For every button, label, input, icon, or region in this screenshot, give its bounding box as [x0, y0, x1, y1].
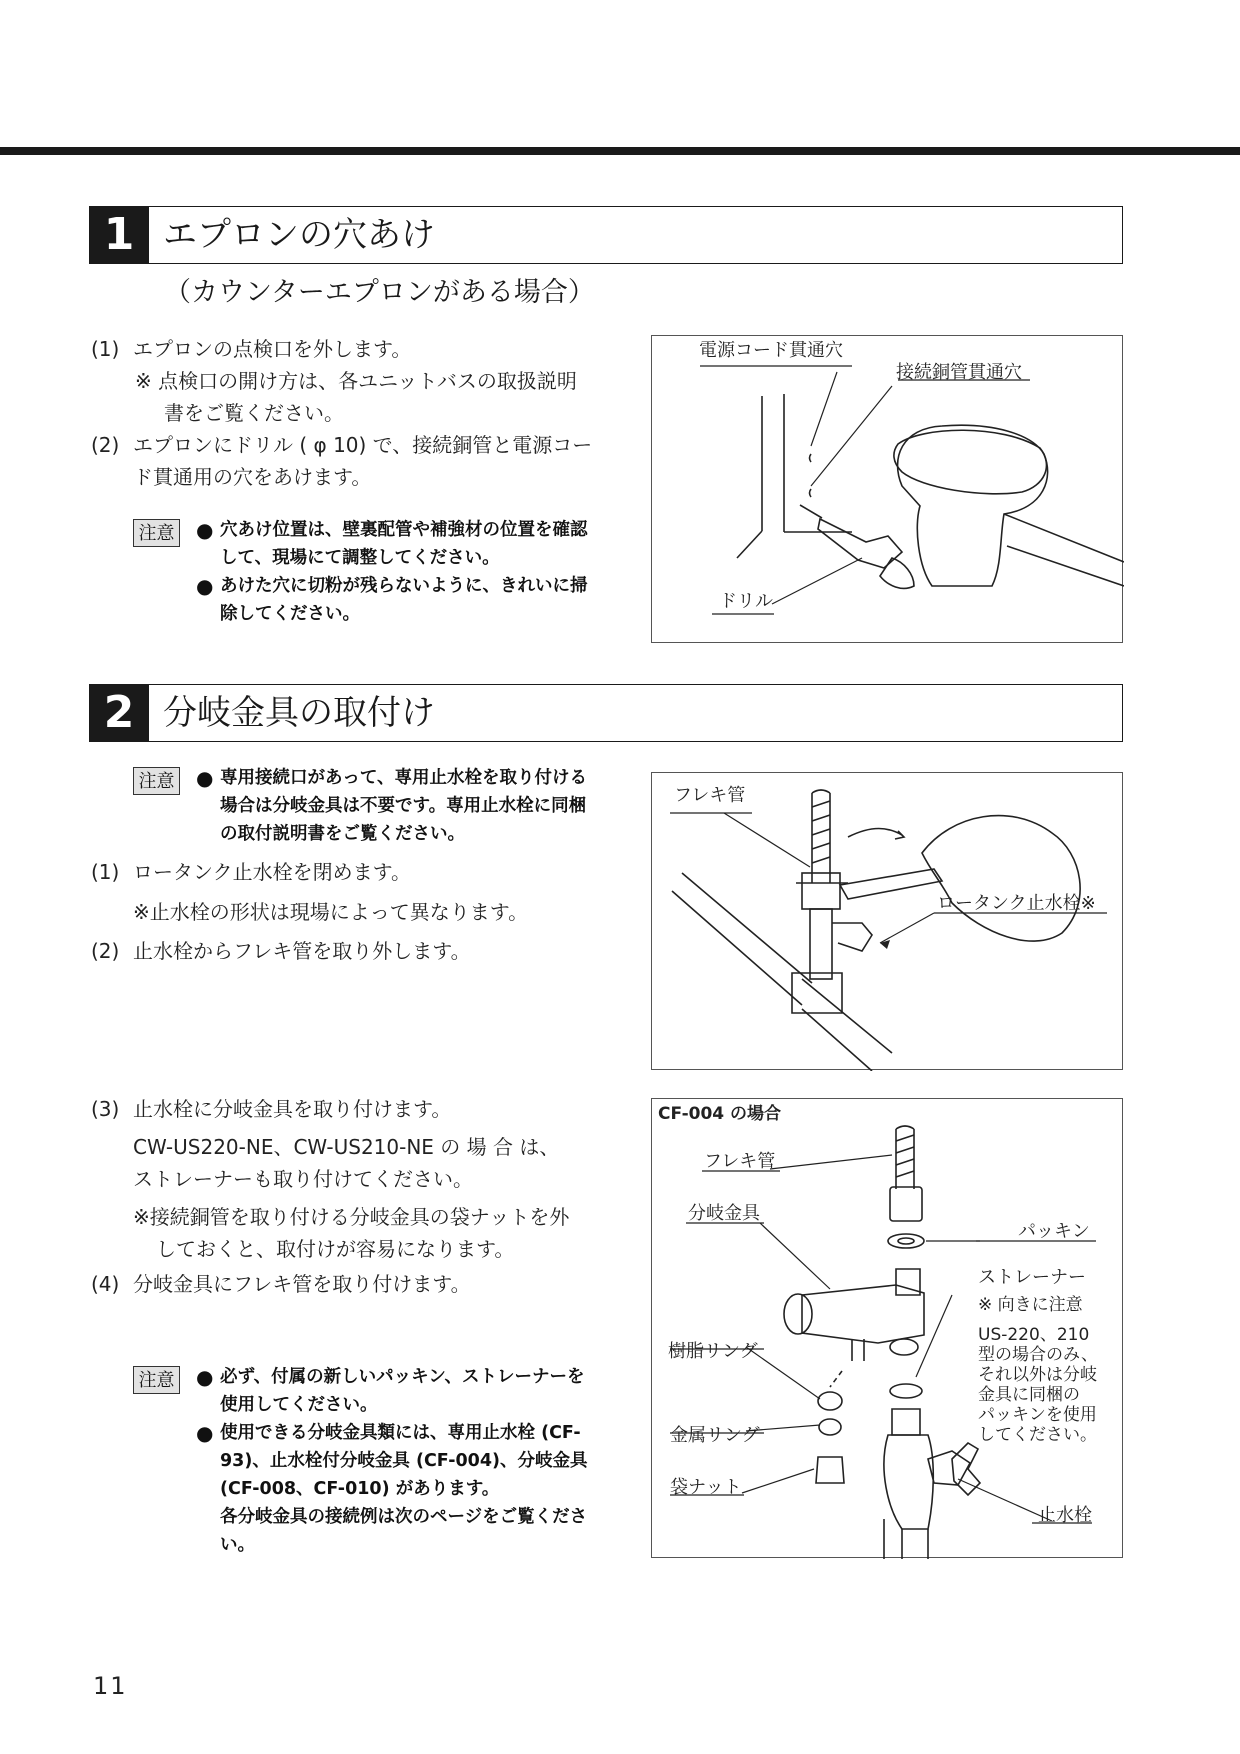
s2-step-3: (3) 止水栓に分岐金具を取り付けます。: [91, 1097, 452, 1121]
s2-caution-badge-bottom: 注意: [133, 1366, 180, 1394]
fig3-strainer-note-7: してください。: [978, 1425, 1097, 1445]
fig3-strainer-note-6: パッキンを使用: [978, 1405, 1097, 1425]
fig3-label-resin-ring: 樹脂リング: [668, 1341, 758, 1362]
fig1-label-drill: ドリル: [719, 591, 773, 612]
s2-step-3-extra-1: CW-US220-NE、CW-US210-NE の 場 合 は、: [133, 1135, 560, 1159]
s2-step-1: (1) ロータンク止水栓を閉めます。: [91, 860, 411, 884]
fig3-strainer-note-1: ※ 向きに注意: [978, 1295, 1083, 1315]
s2-caution-b1-line-1: 必ず、付属の新しいパッキン、ストレーナーを: [220, 1367, 585, 1387]
s1-step-2: (2) エプロンにドリル ( φ 10) で、接続銅管と電源コー: [91, 433, 593, 457]
fig3-label-stop-valve: 止水栓: [1038, 1505, 1092, 1526]
section-1-header: [89, 206, 1123, 264]
s1-caution-2-line-2: 除してください。: [220, 604, 360, 624]
section-1-number: 1: [89, 206, 149, 264]
s2-caution-top-line-3: の取付説明書をご覧ください。: [220, 824, 465, 844]
arrow-icon: [880, 940, 890, 949]
section-2-header: [89, 684, 1123, 742]
fig2-label-flex-pipe: フレキ管: [674, 785, 746, 806]
fig1-label-pipe-hole: 接続銅管貫通穴: [896, 362, 1022, 383]
s2-note-1: ※止水栓の形状は現場によって異なります。: [133, 900, 529, 924]
s1-step-2-line-2: ド貫通用の穴をあけます。: [133, 465, 372, 489]
bullet-icon: ●: [196, 1421, 214, 1445]
fig3-label-nut: 袋ナット: [670, 1477, 742, 1498]
s1-caution-1-line-1: 穴あけ位置は、壁裏配管や補強材の位置を確認: [220, 520, 588, 540]
fig3-label-strainer: ストレーナー: [978, 1267, 1086, 1288]
section-1-title: エプロンの穴あけ: [163, 215, 435, 255]
s2-caution-b2-line-1: 使用できる分岐金具類には、専用止水栓 (CF-: [220, 1423, 581, 1443]
s2-caution-b2-line-5: い。: [220, 1535, 255, 1555]
s2-caution-b2-line-4: 各分岐金具の接続例は次のページをご覧くださ: [220, 1507, 588, 1527]
s1-caution-badge: 注意: [133, 519, 180, 547]
s2-note-3-line-1: ※接続銅管を取り付ける分岐金具の袋ナットを外: [133, 1205, 570, 1229]
section-2-number: 2: [89, 684, 149, 742]
s2-caution-top-line-1: 専用接続口があって、専用止水栓を取り付ける: [220, 768, 587, 788]
fig3-label-packing: パッキン: [1018, 1221, 1090, 1242]
fig3-strainer-note-5: 金具に同梱の: [978, 1385, 1080, 1405]
top-rule: [0, 147, 1240, 155]
fig3-label-branch: 分岐金具: [688, 1203, 760, 1224]
s2-caution-badge-top: 注意: [133, 767, 180, 795]
fig3-label-metal-ring: 金属リング: [670, 1425, 760, 1446]
fig3-title: CF-004 の場合: [658, 1104, 782, 1124]
s2-caution-b2-line-3: (CF-008、CF-010) があります。: [220, 1479, 500, 1499]
fig1-label-power-hole: 電源コード貫通穴: [699, 340, 843, 361]
s1-caution-1-line-2: して、現場にて調整してください。: [220, 548, 500, 568]
wrench-illustration: [652, 773, 1124, 1071]
s1-note-line-1: ※ 点検口の開け方は、各ユニットバスの取扱説明: [135, 369, 577, 393]
s1-note-line-2: 書をご覧ください。: [164, 401, 344, 425]
s2-step-2: (2) 止水栓からフレキ管を取り外します。: [91, 939, 471, 963]
bullet-icon: ●: [196, 518, 214, 542]
s2-caution-b1-line-2: 使用してください。: [220, 1395, 378, 1415]
fig3-strainer-note-4: それ以外は分岐: [978, 1365, 1097, 1385]
figure-cf004: [651, 1098, 1123, 1558]
s1-caution-2-line-1: あけた穴に切粉が残らないように、きれいに掃: [220, 576, 588, 596]
figure-wrench: [651, 772, 1123, 1070]
s2-step-4: (4) 分岐金具にフレキ管を取り付けます。: [91, 1272, 471, 1296]
s2-caution-top-line-2: 場合は分岐金具は不要です。専用止水栓に同梱: [220, 796, 587, 816]
fig2-label-tank-valve: ロータンク止水栓※: [937, 893, 1096, 914]
bullet-icon: ●: [196, 1365, 214, 1389]
bullet-icon: ●: [196, 766, 214, 790]
bullet-icon: ●: [196, 574, 214, 598]
section-1-subtitle: （カウンターエプロンがある場合）: [164, 277, 595, 308]
s2-caution-b2-line-2: 93)、止水栓付分岐金具 (CF-004)、分岐金具: [220, 1451, 588, 1471]
fig3-strainer-note-3: 型の場合のみ、: [978, 1345, 1099, 1365]
s2-note-3-line-2: しておくと、取付けが容易になります。: [156, 1237, 515, 1261]
s2-step-3-extra-2: ストレーナーも取り付けてください。: [133, 1167, 473, 1191]
figure-drilling: [651, 335, 1123, 643]
section-2-title: 分岐金具の取付け: [163, 693, 435, 733]
fig3-label-flex-pipe: フレキ管: [704, 1151, 776, 1172]
fig3-strainer-note-2: US-220、210: [978, 1325, 1090, 1345]
s1-step-1: (1) エプロンの点検口を外します。: [91, 337, 412, 361]
page-number: 11: [93, 1672, 128, 1700]
